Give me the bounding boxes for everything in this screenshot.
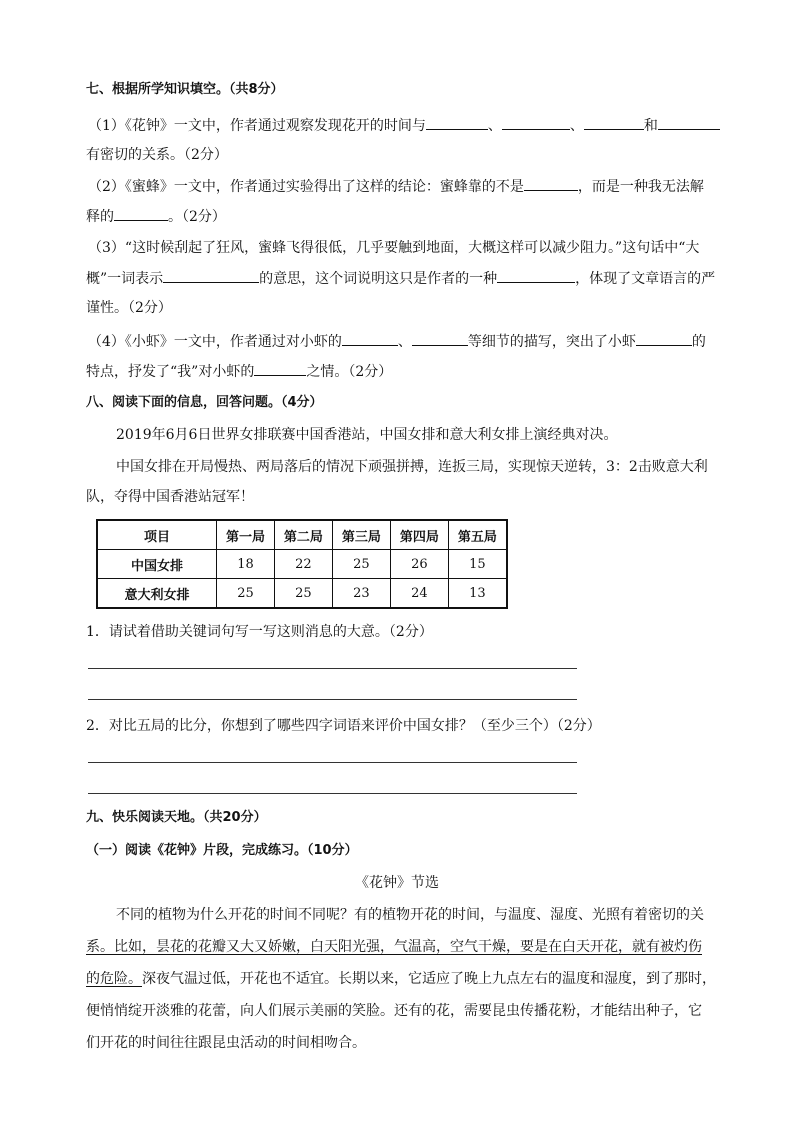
table-row [97,579,507,609]
score-cell: 25 [274,579,332,609]
answer-blank[interactable] [636,331,692,346]
question-7-3-cont: 概”一词表示 的意思，这个词说明这只是作者的一种 ，体现了文章语言的严 [86,268,715,289]
passage-line: 不同的植物为什么开花的时间不同呢？有的植物开花的时间，与温度、湿度、光照有着密切的关 [116,907,704,923]
table-header-cell: 第一局 [217,520,275,550]
news-paragraph-1: 2019年6月6日世界女排联赛中国香港站，中国女排和意大利女排上演经典对决。 [116,427,618,443]
score-cell: 15 [448,550,507,579]
answer-blank[interactable] [524,176,578,191]
passage-title: 《花钟》节选 [355,875,439,891]
score-cell: 24 [390,579,448,609]
score-cell: 25 [217,579,275,609]
team-name-cell: 中国女排 [97,550,217,579]
answer-line[interactable] [88,793,577,794]
news-paragraph-2-cont: 队，夺得中国香港站冠军！ [86,489,254,505]
answer-blank[interactable] [426,115,488,130]
question-7-2: （2）《蜜蜂》一文中，作者通过实验得出了这样的结论：蜜蜂靠的不是 ，而是一种我无法解 [88,176,704,197]
question-7-1: （1）《花钟》一文中，作者通过观察发现花开的时间与 、 、 和 [88,115,720,136]
question-7-4-cont: 特点，抒发了“我”对小虾的 之情。（2分） [86,361,392,382]
table-header-cell: 项目 [97,520,217,550]
answer-line[interactable] [88,699,577,700]
answer-blank[interactable] [584,115,644,130]
table-row [97,550,507,579]
score-table [96,519,508,609]
section-8-heading: 八、阅读下面的信息，回答问题。（4分） [86,395,323,410]
score-cell: 13 [448,579,507,609]
question-7-3-end: 谨性。（2分） [86,300,172,316]
section-9-heading: 九、快乐阅读天地。（共20分） [86,810,267,825]
question-7-3: （3）“这时候刮起了狂风，蜜蜂飞得很低，几乎要触到地面，大概这样可以减少阻力。”这句话中“大 [88,240,700,256]
question-7-2-cont: 释的 。（2分） [86,206,226,227]
answer-blank[interactable] [658,115,720,130]
news-paragraph-2: 中国女排在开局慢热、两局落后的情况下顽强拼搏，连扳三局，实现惊天逆转，3：2击败意大利 [116,459,708,475]
score-cell: 26 [390,550,448,579]
answer-blank[interactable] [412,331,468,346]
question-8-2: 2．对比五局的比分，你想到了哪些四字词语来评价中国女排？（至少三个）（2分） [86,718,601,734]
answer-blank[interactable] [342,331,398,346]
question-8-1: 1．请试着借助关键词句写一写这则消息的大意。（2分） [86,624,433,640]
table-header-row [97,520,507,550]
question-7-4: （4）《小虾》一文中，作者通过对小虾的 、 等细节的描写，突出了小虾 的 [88,331,706,352]
passage-line: 们开花的时间往往跟昆虫活动的时间相吻合。 [86,1035,366,1051]
table-header-cell: 第三局 [332,520,390,550]
table-header-cell: 第四局 [390,520,448,550]
answer-line[interactable] [88,668,577,669]
score-cell: 18 [217,550,275,579]
subsection-heading: （一）阅读《花钟》片段，完成练习。（10分） [86,843,358,858]
score-cell: 23 [332,579,390,609]
answer-blank[interactable] [254,361,306,376]
answer-blank[interactable] [163,268,259,283]
score-cell: 22 [274,550,332,579]
answer-blank[interactable] [497,268,575,283]
answer-blank[interactable] [502,115,570,130]
answer-line[interactable] [88,762,577,763]
table-header-cell: 第五局 [448,520,507,550]
table-header-cell: 第二局 [274,520,332,550]
passage-line-underlined: 系。比如，昙花的花瓣又大又娇嫩，白天阳光强，气温高，空气干燥，要是在白天开花，就有被灼伤 [86,939,702,955]
passage-line: 的危险。深夜气温过低，开花也不适宜。长期以来，它适应了晚上九点左右的温度和湿度，到了那时， [86,971,716,987]
team-name-cell: 意大利女排 [97,579,217,609]
question-7-1-cont: 有密切的关系。（2分） [86,147,228,163]
score-cell: 25 [332,550,390,579]
section-7-heading: 七、根据所学知识填空。（共8分） [86,82,284,97]
answer-blank[interactable] [114,206,168,221]
passage-line: 便悄悄绽开淡雅的花蕾，向人们展示美丽的笑脸。还有的花，需要昆虫传播花粉，才能结出种子，它 [86,1003,702,1019]
